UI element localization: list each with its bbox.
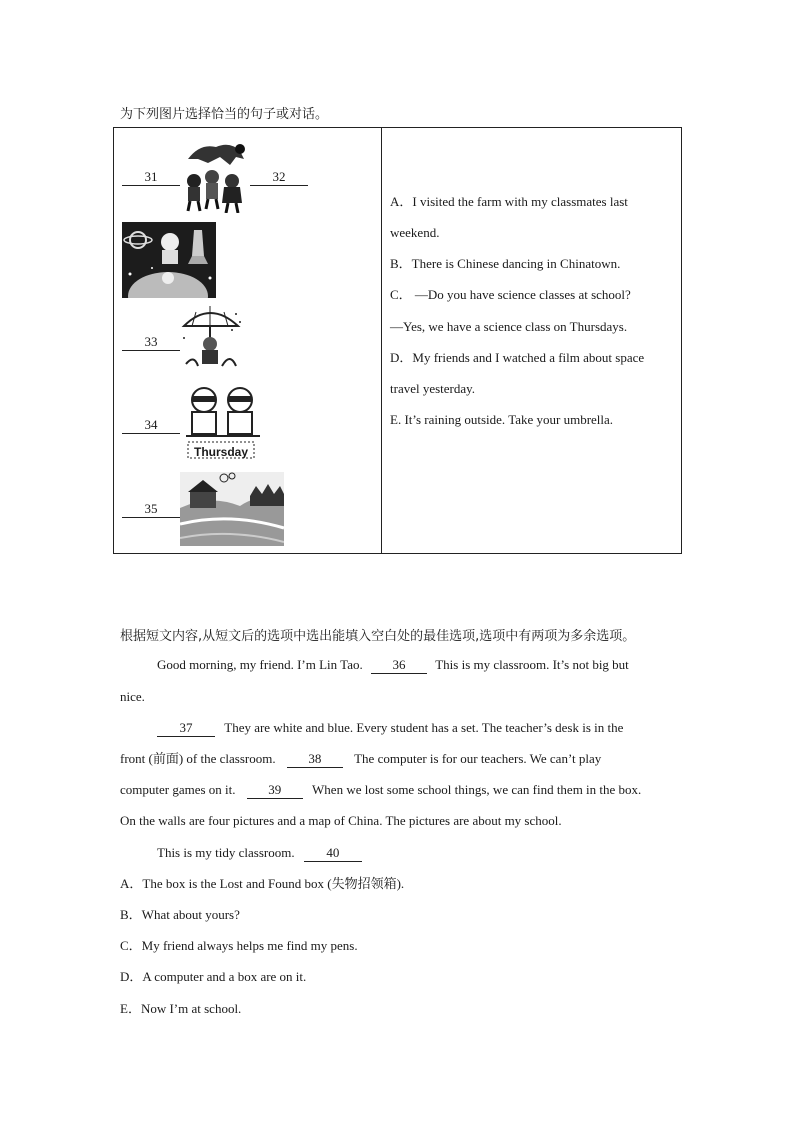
- passage-text: computer games on it.: [120, 782, 236, 797]
- passage-text: The computer is for our teachers. We can’t play: [354, 751, 602, 766]
- answer-option-e: E．Now I’m at school.: [120, 1001, 242, 1016]
- matching-table: [113, 127, 682, 554]
- option-e: E. It’s raining outside. Take your umbrella.: [390, 412, 614, 427]
- passage-line-3: [157, 720, 623, 737]
- raining-picture: [180, 304, 244, 372]
- options-cell: [382, 128, 682, 554]
- passage-line-7: [157, 845, 362, 862]
- passage-text: nice.: [120, 689, 145, 704]
- answer-option-b: B．What about yours?: [120, 907, 240, 922]
- passage-text: When we lost some school things, we can find them in the box.: [312, 782, 642, 797]
- dragon-dance-picture: [180, 137, 248, 213]
- blank-38: 38: [287, 751, 343, 768]
- passage-text: This is my classroom. It’s not big but: [435, 657, 629, 672]
- option-c-line2: —Yes, we have a science class on Thursdays.: [390, 319, 628, 334]
- passage-text: On the walls are four pictures and a map of China. The pictures are about my school.: [120, 813, 562, 828]
- section1-instruction: 为下列图片选择恰当的句子或对话。: [120, 107, 329, 122]
- passage-line-5: [120, 782, 641, 799]
- blank-34: 34: [122, 417, 180, 434]
- passage-text: This is my tidy classroom.: [157, 845, 295, 860]
- blank-39: 39: [247, 782, 303, 799]
- passage-line-4: [120, 751, 601, 768]
- blank-36: 36: [371, 657, 427, 674]
- option-c-line1: C． —Do you have science classes at school?: [390, 287, 631, 302]
- option-b: B．There is Chinese dancing in Chinatown.: [390, 256, 621, 271]
- passage-text: They are white and blue. Every student has a set. The teacher’s desk is in the: [224, 720, 624, 735]
- space-travel-picture: [122, 222, 216, 298]
- answer-option-d: D．A computer and a box are on it.: [120, 969, 307, 984]
- blank-31: 31: [122, 169, 180, 186]
- passage-text: front (前面) of the classroom.: [120, 751, 276, 766]
- blank-40: 40: [304, 845, 362, 862]
- blank-33: 33: [122, 334, 180, 351]
- blank-32: 32: [250, 169, 308, 186]
- blank-37: 37: [157, 720, 215, 737]
- passage-text: Good morning, my friend. I’m Lin Tao.: [157, 657, 363, 672]
- option-d-line1: D．My friends and I watched a film about space: [390, 350, 645, 365]
- answer-option-a: A．The box is the Lost and Found box (失物招领箱).: [120, 876, 405, 891]
- option-a-line1: A．I visited the farm with my classmates last: [390, 194, 628, 209]
- passage-line-1: [157, 657, 629, 674]
- answer-option-c: C．My friend always helps me find my pens.: [120, 938, 358, 953]
- farm-picture: [180, 472, 284, 546]
- option-a-line2: weekend.: [390, 225, 440, 240]
- blank-35: 35: [122, 501, 180, 518]
- section2-instruction: 根据短文内容,从短文后的选项中选出能填入空白处的最佳选项,选项中有两项为多余选项。: [120, 629, 636, 644]
- option-d-line2: travel yesterday.: [390, 381, 476, 396]
- thursday-caption: Thursday: [194, 445, 249, 459]
- pictures-cell: [114, 128, 382, 554]
